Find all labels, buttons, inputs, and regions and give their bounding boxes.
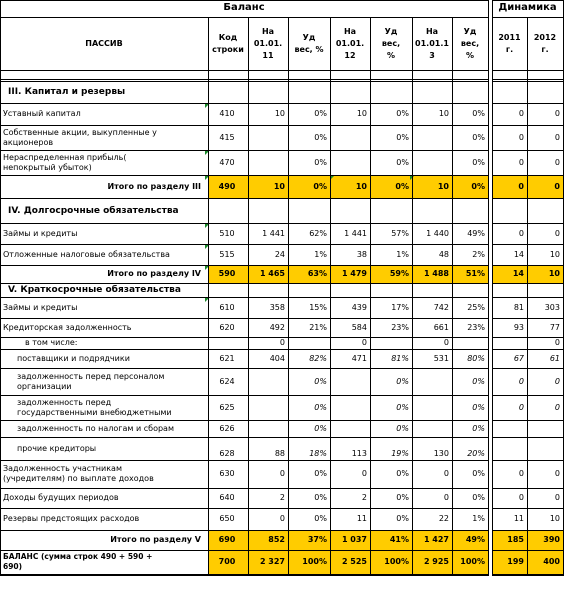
cell-value: 10 [355, 182, 367, 191]
cell-value: 0% [396, 109, 409, 118]
row-label: непокрытый убыток) [3, 163, 92, 172]
cell-value: 93 [513, 323, 524, 332]
cell-value: 0% [471, 182, 485, 191]
cell-value: 0% [472, 158, 485, 167]
grid-line [0, 420, 489, 421]
cell-value: 0% [396, 493, 409, 502]
header-border [0, 79, 489, 80]
column-header-share-2012: Уд [384, 27, 398, 36]
cell-value: 0% [472, 424, 485, 433]
column-line [527, 17, 528, 576]
column-header-value-2011: На [261, 27, 275, 36]
grid-line [492, 508, 564, 509]
cell-value: 0% [472, 403, 485, 412]
grid-line [492, 395, 564, 396]
cell-value: 10 [548, 269, 560, 278]
cell-value: 0 [554, 109, 560, 118]
grid-line [492, 318, 564, 319]
column-line [488, 0, 489, 17]
column-line [492, 0, 493, 17]
cell-value: 10 [274, 109, 285, 118]
cell-value: 14 [513, 250, 524, 259]
grid-line [0, 508, 489, 509]
column-line [208, 17, 209, 576]
cell-value: 19% [391, 449, 409, 458]
cell-value: 0% [396, 377, 409, 386]
grid-line [0, 297, 489, 298]
cell-value: 0% [395, 182, 409, 191]
cell-value: 0% [472, 133, 485, 142]
column-line [492, 17, 493, 576]
cell-value: 852 [268, 535, 285, 544]
bottom-border [492, 575, 564, 576]
row-code: 415 [219, 133, 235, 142]
grid-line [0, 175, 489, 176]
cell-value: 0% [396, 158, 409, 167]
row-label: государственными внебюджетными [17, 408, 172, 417]
grid-line [0, 550, 489, 551]
cell-value: 88 [274, 449, 285, 458]
cell-value: 82% [309, 354, 327, 363]
cell-value: 0 [518, 469, 524, 478]
column-header-value-2012: На [343, 27, 357, 36]
grid-line [0, 337, 489, 338]
cell-value: 400 [543, 557, 560, 566]
cell-value: 11 [513, 514, 524, 523]
column-header-code: Код [218, 33, 238, 42]
row-label: прочие кредиторы [17, 444, 97, 453]
cell-value: 1 427 [423, 535, 449, 544]
cell-value: 0% [314, 403, 327, 412]
cell-value: 0 [554, 469, 560, 478]
cell-value: 0% [396, 424, 409, 433]
cell-value: 1% [472, 514, 485, 523]
grid-line [492, 337, 564, 338]
cell-value: 742 [433, 303, 449, 312]
row-code: 620 [219, 323, 235, 332]
grid-line [492, 81, 564, 82]
row-code: 626 [219, 424, 235, 433]
cell-value: 100% [302, 557, 327, 566]
grid-line [0, 125, 489, 126]
cell-value: 10 [549, 514, 560, 523]
row-label: Уставный капитал [3, 109, 81, 118]
cell-value: 0% [314, 424, 327, 433]
grid-line [492, 223, 564, 224]
cell-value: 2 [361, 493, 367, 502]
cell-value: 18% [309, 449, 327, 458]
cell-value: 0 [554, 182, 560, 191]
cell-value: 14 [512, 269, 524, 278]
row-code: 470 [219, 158, 235, 167]
row-code: 640 [219, 493, 235, 502]
column-header-share-2011: Уд [302, 33, 316, 42]
column-header-share-2012: % [386, 51, 395, 60]
title-balans: Баланс [223, 2, 265, 13]
cell-value: 0% [396, 133, 409, 142]
cell-value: 0 [443, 338, 449, 347]
title-dinamika: Динамика [498, 2, 557, 13]
cell-value: 0 [554, 158, 560, 167]
cell-value: 0 [518, 182, 524, 191]
cell-value: 0% [396, 469, 409, 478]
cell-value: 0 [279, 338, 285, 347]
header-border [0, 17, 489, 18]
cell-value: 0 [518, 133, 524, 142]
cell-value: 67 [513, 354, 524, 363]
cell-value: 37% [307, 535, 327, 544]
row-code: 510 [219, 229, 235, 238]
row-label: в том числе: [25, 338, 78, 347]
cell-value: 21% [309, 323, 327, 332]
cell-value: 0 [279, 514, 285, 523]
column-header-passiv: ПАССИВ [85, 39, 123, 48]
column-header-value-2011: 11 [262, 51, 274, 60]
cell-value: 0% [313, 182, 327, 191]
column-header-value-2012: 12 [344, 51, 356, 60]
row-label: Нераспределенная прибыль( [3, 153, 127, 162]
cell-value: 49% [467, 229, 485, 238]
column-line [288, 17, 289, 576]
row-label: Кредиторская задолженность [3, 323, 132, 332]
total-row-label: 690) [3, 562, 23, 571]
grid-line [492, 420, 564, 421]
cell-value: 0 [554, 133, 560, 142]
grid-line [0, 150, 489, 151]
cell-value: 0% [472, 109, 485, 118]
column-header-value-2013: На [425, 27, 439, 36]
cell-value: 23% [467, 323, 485, 332]
row-label: Собственные акции, выкупленные у [3, 128, 157, 137]
cell-value: 10 [273, 182, 285, 191]
column-header-share-2011: вес, % [294, 45, 324, 54]
grid-line [492, 125, 564, 126]
cell-value: 0 [361, 338, 367, 347]
cell-value: 404 [269, 354, 285, 363]
cell-value: 0% [314, 109, 327, 118]
row-label: задолженность по налогам и сборам [17, 424, 174, 433]
cell-value: 1% [314, 250, 327, 259]
grid-line [0, 103, 489, 104]
grid-line [492, 460, 564, 461]
header-border [492, 0, 564, 1]
header-border [492, 79, 564, 80]
cell-value: 0 [518, 493, 524, 502]
cell-value: 439 [351, 303, 367, 312]
total-row-label: БАЛАНС (сумма строк 490 + 590 + [3, 552, 153, 561]
cell-value: 0% [314, 469, 327, 478]
row-label: Займы и кредиты [3, 229, 78, 238]
row-label: Резервы предстоящих расходов [3, 514, 140, 523]
cell-value: 10 [549, 250, 560, 259]
row-code: 590 [218, 269, 236, 278]
cell-value: 77 [549, 323, 560, 332]
cell-value: 2 [279, 493, 285, 502]
column-line [0, 17, 1, 576]
cell-value: 49% [465, 535, 485, 544]
cell-value: 0 [443, 493, 449, 502]
column-line [248, 17, 249, 576]
cell-value: 531 [433, 354, 449, 363]
column-header-share-2013: Уд [463, 27, 477, 36]
cell-value: 81 [513, 303, 524, 312]
cell-value: 0 [554, 403, 560, 412]
section-heading: IV. Долгосрочные обязательства [8, 206, 179, 216]
cell-value: 100% [384, 557, 409, 566]
cell-value: 1 465 [259, 269, 285, 278]
column-line [488, 17, 489, 576]
cell-value: 0% [314, 158, 327, 167]
row-code: 650 [219, 514, 235, 523]
cell-value: 0% [314, 493, 327, 502]
column-line [452, 17, 453, 576]
column-line [0, 0, 1, 17]
cell-value: 48 [438, 250, 449, 259]
cell-value: 1% [396, 250, 409, 259]
row-code: 625 [219, 403, 235, 412]
column-header-code: строки [212, 45, 244, 54]
grid-line [492, 349, 564, 350]
grid-line [0, 223, 489, 224]
cell-value: 38 [356, 250, 367, 259]
cell-value: 584 [351, 323, 367, 332]
row-code: 624 [219, 377, 235, 386]
grid-line [492, 283, 564, 284]
header-border [0, 70, 489, 71]
row-label: организации [17, 382, 72, 391]
cell-value: 41% [389, 535, 409, 544]
cell-value: 2 327 [259, 557, 285, 566]
row-label: Отложенные налоговые обязательства [3, 250, 170, 259]
row-label: акционеров [3, 138, 54, 147]
grid-line [0, 198, 489, 199]
cell-value: 113 [351, 449, 367, 458]
column-header-dynamic-2012: 2012 [533, 33, 557, 42]
grid-line [0, 318, 489, 319]
grid-line [492, 550, 564, 551]
total-row-label: Итого по разделу V [110, 535, 201, 544]
cell-value: 2 525 [341, 557, 367, 566]
cell-value: 661 [433, 323, 449, 332]
grid-line [0, 530, 489, 531]
total-row-label: Итого по разделу IV [107, 269, 201, 278]
grid-line [492, 198, 564, 199]
header-border [492, 70, 564, 71]
cell-value: 0% [396, 514, 409, 523]
column-header-share-2013: % [465, 51, 474, 60]
cell-value: 0 [279, 469, 285, 478]
row-label: задолженность перед персоналом [17, 372, 165, 381]
row-code: 621 [219, 354, 235, 363]
cell-value: 2% [472, 250, 485, 259]
cell-value: 303 [544, 303, 560, 312]
grid-line [492, 530, 564, 531]
column-header-dynamic-2012: г. [541, 45, 549, 54]
cell-value: 0 [518, 403, 524, 412]
cell-value: 1 488 [423, 269, 449, 278]
row-code: 628 [219, 449, 235, 458]
cell-value: 24 [274, 250, 285, 259]
section-heading: III. Капитал и резервы [8, 87, 126, 97]
grid-line [0, 244, 489, 245]
cell-value: 10 [438, 109, 449, 118]
grid-line [492, 175, 564, 176]
cell-value: 11 [356, 514, 367, 523]
cell-value: 0 [518, 377, 524, 386]
grid-line [0, 283, 489, 284]
cell-value: 0% [314, 133, 327, 142]
bottom-border [0, 575, 489, 576]
grid-line [492, 368, 564, 369]
grid-line [0, 395, 489, 396]
grid-line [492, 265, 564, 266]
column-line [412, 17, 413, 576]
cell-value: 1 037 [341, 535, 367, 544]
grid-line [492, 150, 564, 151]
cell-value: 0% [472, 469, 485, 478]
cell-value: 0 [518, 109, 524, 118]
grid-line [0, 460, 489, 461]
cell-value: 390 [543, 535, 560, 544]
column-line [370, 17, 371, 576]
row-code: 700 [218, 557, 236, 566]
cell-value: 0% [314, 377, 327, 386]
header-border [492, 17, 564, 18]
row-code: 515 [219, 250, 235, 259]
row-label: Задолженность участникам [3, 464, 122, 473]
cell-value: 2 925 [423, 557, 449, 566]
row-code: 690 [218, 535, 236, 544]
cell-value: 1 441 [344, 229, 367, 238]
cell-value: 0% [396, 403, 409, 412]
cell-value: 23% [391, 323, 409, 332]
cell-value: 492 [269, 323, 285, 332]
grid-line [0, 437, 489, 438]
cell-value: 15% [309, 303, 327, 312]
grid-line [492, 297, 564, 298]
cell-value: 10 [356, 109, 367, 118]
cell-value: 0 [554, 229, 560, 238]
cell-value: 0 [518, 158, 524, 167]
cell-value: 62% [309, 229, 327, 238]
cell-value: 0 [554, 493, 560, 502]
cell-value: 0 [361, 469, 367, 478]
cell-value: 22 [438, 514, 449, 523]
grid-line [0, 488, 489, 489]
cell-value: 10 [437, 182, 449, 191]
grid-line [492, 437, 564, 438]
grid-line [492, 103, 564, 104]
cell-value: 0 [554, 377, 560, 386]
cell-value: 471 [351, 354, 367, 363]
cell-value: 0% [472, 493, 485, 502]
column-header-dynamic-2011: г. [505, 45, 514, 54]
row-label: (учредителям) по выплате доходов [3, 474, 154, 483]
cell-value: 1 479 [341, 269, 367, 278]
row-label: Доходы будущих периодов [3, 493, 119, 502]
row-code: 490 [218, 182, 236, 191]
cell-value: 0 [554, 338, 560, 347]
row-code: 610 [219, 303, 235, 312]
cell-value: 358 [269, 303, 285, 312]
row-label: Займы и кредиты [3, 303, 78, 312]
column-header-share-2013: вес, [460, 39, 480, 48]
cell-value: 199 [507, 557, 524, 566]
grid-line [0, 368, 489, 369]
total-row-label: Итого по разделу III [107, 182, 201, 191]
cell-value: 0% [472, 377, 485, 386]
column-header-value-2011: 01.01. [253, 39, 283, 48]
cell-value: 61 [549, 354, 560, 363]
cell-value: 100% [460, 557, 485, 566]
column-header-value-2012: 01.01. [335, 39, 365, 48]
grid-line [0, 265, 489, 266]
cell-value: 185 [507, 535, 524, 544]
cell-value: 130 [433, 449, 449, 458]
cell-value: 80% [467, 354, 485, 363]
cell-value: 63% [307, 269, 327, 278]
cell-value: 17% [391, 303, 409, 312]
column-header-share-2012: вес, [381, 39, 401, 48]
cell-value: 57% [391, 229, 409, 238]
cell-value: 1 441 [262, 229, 285, 238]
grid-line [0, 81, 489, 82]
cell-value: 25% [467, 303, 485, 312]
column-line [330, 17, 331, 576]
cell-value: 1 440 [426, 229, 449, 238]
cell-value: 0% [314, 514, 327, 523]
cell-value: 81% [391, 354, 409, 363]
cell-value: 51% [465, 269, 485, 278]
cell-value: 20% [467, 449, 485, 458]
column-header-dynamic-2011: 2011 [498, 33, 521, 42]
cell-value: 59% [389, 269, 409, 278]
column-header-value-2013: 01.01.1 [415, 39, 449, 48]
grid-line [0, 349, 489, 350]
section-heading: V. Краткосрочные обязательства [8, 285, 181, 295]
row-code: 410 [219, 109, 235, 118]
row-label: задолженность перед [17, 398, 112, 407]
row-code: 630 [219, 469, 235, 478]
grid-line [492, 488, 564, 489]
column-header-value-2013: 3 [429, 51, 435, 60]
grid-line [492, 244, 564, 245]
cell-value: 0 [518, 229, 524, 238]
cell-value: 0 [443, 469, 449, 478]
row-label: поставщики и подрядчики [17, 354, 130, 363]
header-border [0, 0, 489, 1]
